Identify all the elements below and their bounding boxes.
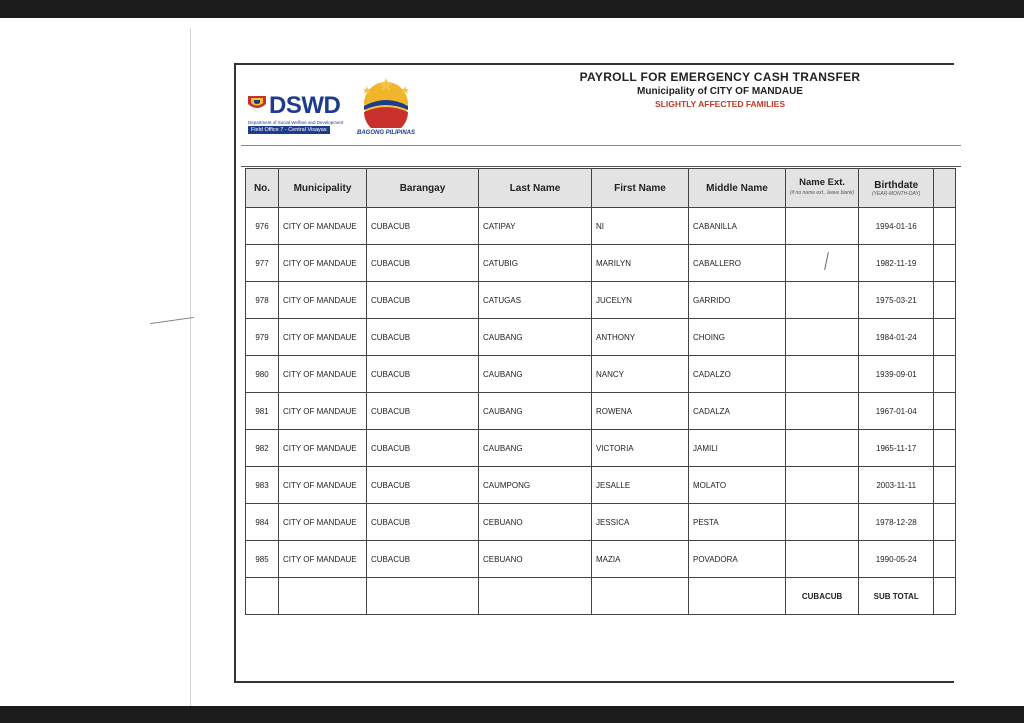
col-header-middle-name: Middle Name bbox=[689, 169, 786, 208]
bagong-pilipinas-logo bbox=[353, 76, 419, 142]
cell-birthdate: 2003-11-11 bbox=[859, 467, 934, 504]
header-divider bbox=[241, 145, 961, 146]
table-row bbox=[246, 504, 956, 541]
cell-barangay: CUBACUB bbox=[367, 393, 479, 430]
document-title: PAYROLL FOR EMERGENCY CASH TRANSFER bbox=[579, 70, 861, 84]
col-header-extra bbox=[934, 169, 956, 208]
table-row bbox=[246, 282, 956, 319]
col-header-birthdate bbox=[859, 169, 934, 208]
cell-birthdate: 1975-03-21 bbox=[859, 282, 934, 319]
cell-first-name: VICTORIA bbox=[592, 430, 689, 467]
cell-municipality: CITY OF MANDAUE bbox=[279, 541, 367, 578]
category-line: SLIGHTLY AFFECTED FAMILIES bbox=[654, 99, 786, 109]
cell-barangay: CUBACUB bbox=[367, 430, 479, 467]
cell-first-name: ROWENA bbox=[592, 393, 689, 430]
cell-last-name: CAUBANG bbox=[479, 393, 592, 430]
col-header-first-name: First Name bbox=[592, 169, 689, 208]
cell-birthdate: 1967-01-04 bbox=[859, 393, 934, 430]
cell-barangay: CUBACUB bbox=[367, 282, 479, 319]
cell-no: 983 bbox=[246, 467, 279, 504]
cell-extra bbox=[934, 541, 956, 578]
cell-last-name: CATUGAS bbox=[479, 282, 592, 319]
cell-name-ext bbox=[786, 282, 859, 319]
cell-first-name: MAZIA bbox=[592, 541, 689, 578]
name-ext-note: (if no name ext., leave blank) bbox=[790, 190, 855, 196]
pen-mark bbox=[150, 317, 194, 324]
cell-first-name: ANTHONY bbox=[592, 319, 689, 356]
col-header-last-name: Last Name bbox=[479, 169, 592, 208]
cell-birthdate: 1965-11-17 bbox=[859, 430, 934, 467]
cell-extra bbox=[934, 208, 956, 245]
cell-first-name: JESSICA bbox=[592, 504, 689, 541]
cell-municipality: CITY OF MANDAUE bbox=[279, 504, 367, 541]
table-row bbox=[246, 245, 956, 282]
dswd-field-office: Field Office 7 - Central Visayas bbox=[248, 126, 330, 134]
cell-barangay: CUBACUB bbox=[367, 208, 479, 245]
payroll-table bbox=[245, 168, 956, 615]
cell-middle-name: CABALLERO bbox=[689, 245, 786, 282]
subtotal-row bbox=[246, 578, 956, 615]
name-ext-label: Name Ext. bbox=[799, 177, 846, 188]
cell-birthdate: 1978-12-28 bbox=[859, 504, 934, 541]
cell-extra bbox=[934, 430, 956, 467]
dswd-emblem-icon bbox=[247, 94, 267, 112]
table-row bbox=[246, 319, 956, 356]
cell-name-ext bbox=[786, 208, 859, 245]
cell-barangay: CUBACUB bbox=[367, 504, 479, 541]
cell-name-ext bbox=[786, 319, 859, 356]
cell-birthdate: 1990-05-24 bbox=[859, 541, 934, 578]
cell-no: 978 bbox=[246, 282, 279, 319]
cell-name-ext bbox=[786, 356, 859, 393]
table-row bbox=[246, 393, 956, 430]
cell-extra bbox=[934, 578, 956, 615]
cell-middle-name: CHOING bbox=[689, 319, 786, 356]
table-row bbox=[246, 541, 956, 578]
cell-middle-name: MOLATO bbox=[689, 467, 786, 504]
dswd-subtitle: Department of Social Welfare and Development bbox=[248, 120, 344, 125]
cell-no: 976 bbox=[246, 208, 279, 245]
cell-no: 984 bbox=[246, 504, 279, 541]
bagong-pilipinas-emblem-icon bbox=[353, 76, 419, 128]
col-header-municipality: Municipality bbox=[279, 169, 367, 208]
cell-middle-name: CABANILLA bbox=[689, 208, 786, 245]
cell-last-name: CAUBANG bbox=[479, 430, 592, 467]
cell-birthdate: 1984-01-24 bbox=[859, 319, 934, 356]
col-header-name-ext bbox=[786, 169, 859, 208]
cell-empty bbox=[689, 578, 786, 615]
bagong-pilipinas-label: BAGONG PILIPINAS bbox=[356, 130, 415, 136]
cell-barangay: CUBACUB bbox=[367, 245, 479, 282]
document-title-block bbox=[560, 70, 880, 109]
cell-municipality: CITY OF MANDAUE bbox=[279, 282, 367, 319]
cell-first-name: JESALLE bbox=[592, 467, 689, 504]
dswd-logo bbox=[247, 92, 343, 138]
cell-last-name: CAUBANG bbox=[479, 356, 592, 393]
cell-last-name: CATUBIG bbox=[479, 245, 592, 282]
cell-last-name: CAUBANG bbox=[479, 319, 592, 356]
col-header-barangay: Barangay bbox=[367, 169, 479, 208]
cell-no: 981 bbox=[246, 393, 279, 430]
cell-last-name: CEBUANO bbox=[479, 504, 592, 541]
dswd-wordmark: DSWD bbox=[269, 92, 341, 119]
cell-name-ext bbox=[786, 245, 859, 282]
cell-extra bbox=[934, 504, 956, 541]
cell-barangay: CUBACUB bbox=[367, 356, 479, 393]
cell-municipality: CITY OF MANDAUE bbox=[279, 208, 367, 245]
table-row bbox=[246, 356, 956, 393]
col-header-no: No. bbox=[246, 169, 279, 208]
cell-no: 985 bbox=[246, 541, 279, 578]
table-row bbox=[246, 467, 956, 504]
cell-first-name: MARILYN bbox=[592, 245, 689, 282]
municipality-line: Municipality of CITY OF MANDAUE bbox=[637, 86, 803, 97]
cell-barangay: CUBACUB bbox=[367, 541, 479, 578]
table-header-row bbox=[246, 169, 956, 208]
cell-no: 982 bbox=[246, 430, 279, 467]
cell-birthdate: 1939-09-01 bbox=[859, 356, 934, 393]
cell-first-name: JUCELYN bbox=[592, 282, 689, 319]
subtotal-label: SUB TOTAL bbox=[859, 578, 934, 615]
cell-empty bbox=[592, 578, 689, 615]
cell-name-ext bbox=[786, 504, 859, 541]
cell-no: 980 bbox=[246, 356, 279, 393]
cell-empty bbox=[367, 578, 479, 615]
cell-municipality: CITY OF MANDAUE bbox=[279, 467, 367, 504]
cell-barangay: CUBACUB bbox=[367, 319, 479, 356]
cell-last-name: CEBUANO bbox=[479, 541, 592, 578]
cell-middle-name: JAMILI bbox=[689, 430, 786, 467]
cell-middle-name: CADALZO bbox=[689, 356, 786, 393]
cell-empty bbox=[246, 578, 279, 615]
birthdate-label: Birthdate bbox=[874, 179, 919, 191]
cell-extra bbox=[934, 245, 956, 282]
table-row bbox=[246, 430, 956, 467]
cell-first-name: NANCY bbox=[592, 356, 689, 393]
cell-extra bbox=[934, 319, 956, 356]
cell-municipality: CITY OF MANDAUE bbox=[279, 245, 367, 282]
cell-birthdate: 1994-01-16 bbox=[859, 208, 934, 245]
cell-birthdate: 1982-11-19 bbox=[859, 245, 934, 282]
cell-last-name: CATIPAY bbox=[479, 208, 592, 245]
cell-municipality: CITY OF MANDAUE bbox=[279, 393, 367, 430]
cell-extra bbox=[934, 467, 956, 504]
page-fold-line bbox=[190, 28, 191, 706]
cell-no: 977 bbox=[246, 245, 279, 282]
subtotal-barangay: CUBACUB bbox=[786, 578, 859, 615]
cell-name-ext bbox=[786, 393, 859, 430]
cell-middle-name: POVADORA bbox=[689, 541, 786, 578]
cell-extra bbox=[934, 393, 956, 430]
cell-middle-name: CADALZA bbox=[689, 393, 786, 430]
cell-barangay: CUBACUB bbox=[367, 467, 479, 504]
cell-empty bbox=[479, 578, 592, 615]
cell-municipality: CITY OF MANDAUE bbox=[279, 430, 367, 467]
cell-middle-name: GARRIDO bbox=[689, 282, 786, 319]
cell-extra bbox=[934, 282, 956, 319]
cell-name-ext bbox=[786, 430, 859, 467]
cell-empty bbox=[279, 578, 367, 615]
birthdate-note: (YEAR-MONTH-DAY) bbox=[871, 190, 921, 197]
cell-no: 979 bbox=[246, 319, 279, 356]
cell-municipality: CITY OF MANDAUE bbox=[279, 319, 367, 356]
cell-middle-name: PESTA bbox=[689, 504, 786, 541]
cell-municipality: CITY OF MANDAUE bbox=[279, 356, 367, 393]
cell-name-ext bbox=[786, 467, 859, 504]
cell-extra bbox=[934, 356, 956, 393]
cell-first-name: NI bbox=[592, 208, 689, 245]
cell-name-ext bbox=[786, 541, 859, 578]
cell-last-name: CAUMPONG bbox=[479, 467, 592, 504]
table-row bbox=[246, 208, 956, 245]
